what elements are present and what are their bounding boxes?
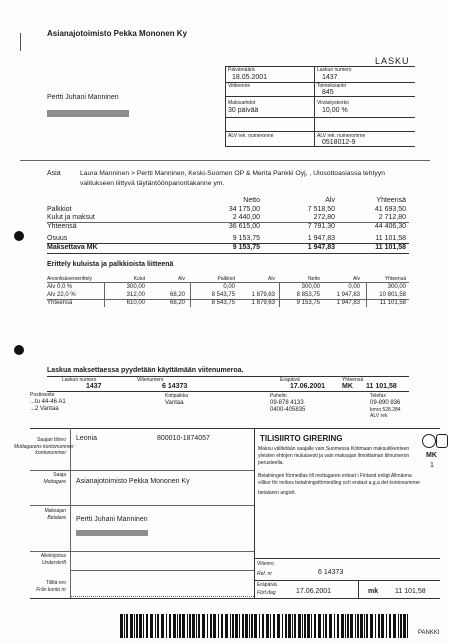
interest-label: Viivästyskorko	[317, 100, 349, 106]
spec-cell: Alv 0,0 %	[47, 284, 73, 290]
barcode-bar	[182, 614, 185, 638]
barcode-bar	[341, 614, 344, 638]
customer-vat-label: ALV rek. numeronne	[228, 133, 274, 139]
giro-ref-label: Viitenro	[257, 561, 274, 567]
from-account-label-sv: Från konto nr	[36, 587, 66, 593]
totals-header-total: Yhteensä	[376, 197, 406, 204]
barcode-bar	[389, 614, 391, 638]
barcode-bar	[294, 614, 296, 638]
spec-cell: 1 879,63	[251, 292, 275, 298]
spec-cell: 1 947,83	[336, 292, 360, 298]
terms-label: Maksuehdot	[228, 100, 256, 106]
spec-cell: 8 543,75	[211, 292, 235, 298]
barcode-bar	[350, 614, 353, 638]
spec-title: Erittely kuluista ja palkkioista liitteenä	[47, 261, 174, 268]
barcode-bar	[124, 614, 125, 638]
totals-row-alv: 7 518,50	[307, 206, 335, 213]
from-account-label: Tililtä nro	[45, 580, 66, 586]
totals-row-label: Kulut ja maksut	[47, 214, 95, 221]
business-id: kmro 528.284	[370, 407, 401, 413]
barcode-bar	[403, 614, 406, 638]
subject-line-1: Laura Manninen > Pertti Manninen, Keski-Suomen OP & Merita Pankki Oyj, , Ulosottoasiassa tehtyyn	[80, 170, 385, 177]
barcode-bar	[307, 614, 310, 638]
payer-name: Pertti Juhani Manninen	[76, 516, 148, 523]
barcode-bar	[196, 614, 197, 638]
totals-row-netto: 9 153,75	[232, 235, 260, 242]
invoice-number-value: 1437	[322, 74, 338, 81]
totals-row-label: Palkkiot	[47, 206, 72, 213]
totals-row-total: 41 693,50	[374, 206, 406, 213]
spec-cell: 8 543,75	[211, 300, 235, 306]
giro-info-line: villkor för inrikes betalningsförmedling och endast a.g.a det kontonummer	[258, 480, 421, 486]
barcode-bar	[337, 614, 339, 638]
spec-cell: 68,20	[169, 300, 185, 306]
totals-row-alv: 7 791,30	[307, 223, 335, 230]
address-label: Postiosoite	[30, 392, 55, 398]
barcode-bar	[139, 614, 142, 638]
payable-alv: 1 947,83	[307, 244, 335, 251]
punch-hole-bottom	[14, 345, 24, 355]
barcode-bar	[366, 614, 368, 638]
totals-row-alv: 1 947,83	[307, 235, 335, 242]
barcode-bar	[386, 614, 387, 638]
redacted-payer-address	[76, 530, 148, 536]
spec-cell: 610,00	[126, 300, 145, 306]
payable-total: 11 101,58	[375, 244, 406, 251]
giro-title: TILISIIRTO GIRERING	[260, 434, 343, 443]
totals-row-total: 44 406,30	[374, 223, 406, 230]
barcode-bar	[288, 614, 291, 638]
totals-row-total: 2 712,80	[378, 214, 406, 221]
barcode-bar	[210, 614, 212, 638]
barcode-bar	[262, 614, 264, 638]
giro-info-line: perusteella.	[258, 460, 284, 466]
totals-row-label: Osuus	[47, 235, 68, 242]
barcode-bar	[155, 614, 156, 638]
punch-hole-top	[14, 231, 24, 241]
giro-info-line: Betalningen förmedlas till mottagaren enbart i Finland enligt Allmänna	[258, 473, 412, 479]
vat-number-label: ALV rek. numeromme	[317, 133, 366, 139]
date-label: Päivämäärä	[228, 67, 255, 73]
company-name: Asianajotoimisto Pekka Mononen Ky	[47, 29, 188, 38]
totals-row-netto: 36 615,00	[228, 223, 260, 230]
fold-mark	[20, 33, 21, 51]
barcode-bar	[318, 614, 321, 638]
spec-cell: 300,00	[126, 284, 145, 290]
pay-ref-value: 6 14373	[162, 383, 188, 390]
barcode-bar	[273, 614, 275, 638]
bank-logo-icon	[422, 434, 436, 448]
account-label-sv: Mottagarens kontonummer	[14, 444, 74, 450]
barcode-bar	[259, 614, 260, 638]
barcode-bar	[292, 614, 293, 638]
payee-label: Saaja	[53, 472, 66, 478]
barcode-bar	[245, 614, 248, 638]
barcode-bar	[407, 614, 408, 638]
totals-row-alv: 272,80	[313, 214, 335, 221]
barcode	[120, 614, 410, 638]
seat-label: Kotipaikka	[165, 393, 189, 399]
spec-cell: 0,00	[348, 284, 360, 290]
giro-due-label: Eräpäivä	[257, 582, 277, 588]
spec-cell: 1 947,83	[336, 300, 360, 306]
barcode-bar	[304, 614, 306, 638]
fax-label: Telefax	[370, 393, 386, 399]
barcode-bar	[134, 614, 135, 638]
spec-cell: Alv 22,0 %	[47, 292, 76, 298]
barcode-bar	[146, 614, 148, 638]
giro-info-line: betalaren angivit.	[258, 490, 297, 496]
barcode-bar	[400, 614, 402, 638]
spec-header: Alv	[268, 276, 275, 282]
barcode-bar	[169, 614, 171, 638]
barcode-bar	[298, 614, 301, 638]
signature-label-sv: Underskrift	[41, 560, 66, 566]
barcode-bar	[277, 614, 280, 638]
barcode-bar	[375, 614, 376, 638]
payment-note: Laskua maksettaessa pyydetään käyttämään viitenumeroa.	[47, 367, 244, 374]
account-number: 800010-1874057	[157, 435, 210, 442]
phone-label: Puhelin	[270, 393, 287, 399]
barcode-bar	[325, 614, 327, 638]
spec-header: Kulut	[133, 276, 145, 282]
totals-header-alv: Alv	[325, 197, 335, 204]
totals-row-label: Yhteensä	[47, 223, 77, 230]
giro-due-value: 17.06.2001	[296, 588, 332, 595]
client-number-label: Toimeksianto	[317, 83, 347, 89]
address-line-1: ...tu 44-46 A1	[30, 399, 66, 405]
spec-header: Alv	[178, 276, 185, 282]
giro-sum-value: 11 101,58	[395, 588, 426, 595]
spec-cell: 9 153,75	[296, 300, 320, 306]
bank-footer-label: PANKKI	[418, 630, 440, 636]
barcode-bar	[120, 614, 123, 638]
barcode-bar	[218, 614, 219, 638]
barcode-bar	[136, 614, 138, 638]
pay-ref-label: Viitenumero	[137, 377, 164, 383]
barcode-bar	[198, 614, 200, 638]
barcode-bar	[173, 614, 176, 638]
spec-cell: 312,00	[126, 292, 145, 298]
pay-invoice-value: 1437	[86, 383, 102, 390]
barcode-bar	[311, 614, 312, 638]
subject-label: Asia	[47, 170, 61, 177]
terms-value: 30 päivää	[228, 107, 259, 114]
giro-mk-label: MK	[426, 452, 437, 459]
spec-cell: 1 879,63	[251, 300, 275, 306]
barcode-bar	[166, 614, 167, 638]
spec-header: Netto	[308, 276, 320, 282]
barcode-bar	[230, 614, 231, 638]
recipient-name: Pertti Juhani Manninen	[47, 94, 119, 101]
barcode-bar	[302, 614, 303, 638]
payer-label-sv: Betalare	[47, 515, 66, 521]
pay-sum-label: Yhteensä	[342, 377, 364, 383]
barcode-bar	[143, 614, 144, 638]
account-label: Saajan tilinro	[37, 437, 66, 443]
barcode-bar	[285, 614, 287, 638]
spec-cell: 10 801,58	[379, 292, 406, 298]
barcode-bar	[355, 614, 356, 638]
barcode-bar	[381, 614, 384, 638]
barcode-bar	[334, 614, 335, 638]
barcode-bar	[130, 614, 133, 638]
spec-cell: 300,00	[387, 284, 406, 290]
spec-header: Yhteensä	[384, 276, 406, 282]
spec-cell: 11 101,58	[379, 300, 406, 306]
barcode-bar	[364, 614, 365, 638]
payee-name: Asianajotoimisto Pekka Mononen Ky	[76, 478, 190, 485]
barcode-bar	[225, 614, 228, 638]
barcode-bar	[161, 614, 164, 638]
date-value: 18.05.2001	[232, 74, 268, 81]
pay-invoice-label: Laskun numero	[62, 377, 97, 383]
reference-label: Viitteenne	[228, 83, 251, 89]
barcode-bar	[266, 614, 269, 638]
barcode-bar	[239, 614, 240, 638]
pay-sum-value: 11 101,58	[366, 383, 397, 390]
seat-value: Vantaa	[165, 400, 184, 406]
invoice-number-label: Laskun numero	[317, 67, 352, 73]
barcode-bar	[398, 614, 399, 638]
barcode-bar	[378, 614, 380, 638]
spec-header: Alv	[353, 276, 360, 282]
barcode-bar	[192, 614, 195, 638]
barcode-bar	[242, 614, 244, 638]
totals-row-netto: 34 175,00	[228, 206, 260, 213]
barcode-bar	[249, 614, 250, 638]
barcode-bar	[187, 614, 188, 638]
barcode-bar	[345, 614, 346, 638]
spec-cell: 0,00	[223, 284, 235, 290]
giro-info-line: Maksu välitetään saajalle vain Suomessa Kotimaan maksuliikenteen	[258, 446, 410, 452]
signature-label: Allekirjoitus	[40, 553, 66, 559]
pay-due-value: 17.06.2001	[290, 383, 326, 390]
barcode-bar	[150, 614, 153, 638]
payable-label: Maksettava MK	[47, 244, 98, 251]
barcode-bar	[221, 614, 223, 638]
barcode-bar	[270, 614, 271, 638]
bank-logo-icon-2	[436, 434, 448, 448]
giro-ref-label-sv: Ref. nr	[257, 571, 273, 577]
vat-number-value: 0518012-9	[322, 139, 356, 146]
barcode-bar	[314, 614, 316, 638]
barcode-bar	[370, 614, 373, 638]
barcode-bar	[232, 614, 234, 638]
giro-mk-number: 1	[430, 462, 434, 469]
barcode-bar	[357, 614, 359, 638]
barcode-bar	[126, 614, 128, 638]
barcode-bar	[235, 614, 238, 638]
barcode-bar	[329, 614, 332, 638]
barcode-bar	[157, 614, 159, 638]
payer-label: Maksajan	[44, 508, 66, 514]
address-line-2: ...2 Vantaa	[30, 406, 59, 412]
fax-value: 09-890 836	[370, 400, 401, 406]
pay-currency: MK	[342, 383, 353, 390]
pay-due-label: Eräpäivä	[280, 377, 300, 383]
redacted-address-block	[47, 110, 129, 117]
spec-cell: 300,00	[301, 284, 320, 290]
giro-ref-value: 6 14373	[318, 569, 344, 576]
barcode-bar	[282, 614, 283, 638]
subject-line-2: valitukseen liittyvä täytäntöönpanoritakanne ym.	[80, 180, 225, 187]
document-title: LASKU	[375, 56, 410, 66]
client-number-value: 845	[322, 89, 334, 96]
barcode-bar	[347, 614, 349, 638]
payee-label-sv: Mottagare	[43, 479, 66, 485]
totals-row-netto: 2 440,00	[232, 214, 260, 221]
giro-info-line: yleisten ehtojen mukaisesti ja vain maksajan ilmoittaman tilinumeron	[258, 453, 410, 459]
totals-row-total: 11 101,58	[375, 235, 406, 242]
vat-registered: ALV rek	[370, 413, 388, 419]
barcode-bar	[177, 614, 178, 638]
giro-currency: mk	[368, 588, 379, 595]
barcode-bar	[254, 614, 257, 638]
spec-cell: Yhteensä	[47, 300, 73, 306]
payable-netto: 9 153,75	[232, 244, 260, 251]
spec-cell: 68,20	[169, 292, 185, 298]
phone-2: 0400-405835	[270, 407, 306, 413]
barcode-bar	[393, 614, 396, 638]
barcode-bar	[360, 614, 363, 638]
spec-cell: 8 853,75	[296, 292, 320, 298]
barcode-bar	[251, 614, 253, 638]
totals-header-netto: Netto	[243, 197, 260, 204]
account-label-sv-2: kontonummer	[35, 450, 66, 456]
giro-due-label-sv: Förf.dag	[257, 590, 276, 596]
barcode-bar	[202, 614, 205, 638]
barcode-bar	[207, 614, 208, 638]
barcode-bar	[213, 614, 216, 638]
phone-1: 09-878 4133	[270, 400, 304, 406]
spec-header: Arvonlisäveroerittely	[47, 276, 93, 282]
interest-value: 10,00 %	[322, 107, 348, 114]
barcode-bar	[179, 614, 181, 638]
spec-header: Palkkiot	[217, 276, 235, 282]
bank-name: Leonia	[76, 435, 98, 442]
barcode-bar	[189, 614, 191, 638]
barcode-bar	[323, 614, 324, 638]
